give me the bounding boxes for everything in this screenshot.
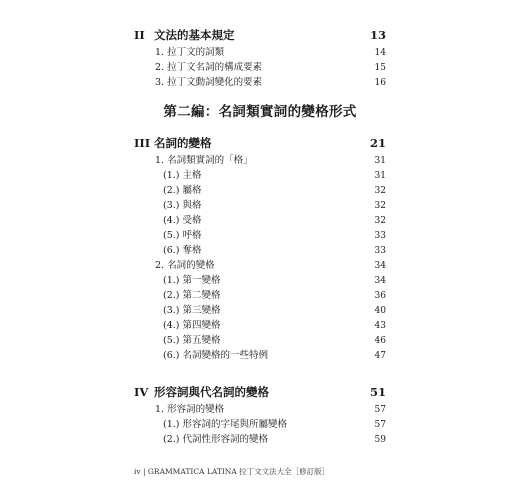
chapter-heading (134, 383, 386, 402)
page-number: 46 (374, 336, 386, 346)
page-number: 59 (374, 435, 386, 445)
chapter-title: 名詞的變格 (154, 136, 212, 150)
page-number: 33 (374, 231, 386, 241)
chapter-title: 文法的基本規定 (154, 28, 235, 42)
entry-label: 2. 名詞的變格 (155, 260, 215, 271)
toc-subentry (134, 303, 386, 318)
entry-label: (5.) 呼格 (163, 230, 202, 241)
toc-subentry (134, 348, 386, 363)
toc-subentry (134, 198, 386, 213)
entry-label: (1.) 第一變格 (163, 275, 221, 286)
entry-label: (1.) 主格 (163, 170, 202, 181)
entry-label: 3. 拉丁文動詞變化的要素 (155, 77, 263, 88)
chapter-heading (134, 134, 386, 153)
page-number: 32 (374, 201, 386, 211)
chapter-title: 形容詞與代名詞的變格 (154, 385, 269, 399)
table-of-contents (134, 26, 386, 447)
entry-label: (1.) 形容詞的字尾與所屬變格 (163, 419, 287, 430)
chapter-numeral: II (134, 28, 145, 42)
toc-subentry (134, 318, 386, 333)
toc-subentry (134, 333, 386, 348)
page-number: 31 (374, 171, 386, 181)
entry-label: (6.) 名詞變格的一些特例 (163, 350, 268, 361)
toc-subentry (134, 417, 386, 432)
entry-label: (2.) 屬格 (163, 185, 202, 196)
toc-subentry (134, 213, 386, 228)
entry-label: (3.) 第三變格 (163, 305, 221, 316)
page-number: 47 (374, 351, 386, 361)
toc-entry (134, 402, 386, 417)
page-number: 43 (374, 321, 386, 331)
page-number: 51 (369, 385, 386, 399)
chapter-numeral: III (134, 136, 151, 150)
page-number: 31 (374, 156, 386, 166)
page-number: 57 (374, 420, 386, 430)
entry-label: (4.) 第四變格 (163, 320, 221, 331)
entry-label: (6.) 奪格 (163, 245, 202, 256)
page-number: 34 (374, 276, 386, 286)
entry-label: 1. 名詞類實詞的「格」 (155, 155, 253, 166)
entry-label: (2.) 代詞性形容詞的變格 (163, 434, 268, 445)
page-number: 40 (374, 306, 386, 316)
entry-label: 2. 拉丁文名詞的構成要素 (155, 62, 263, 73)
page-number: 21 (369, 136, 386, 150)
page-number: 16 (374, 78, 386, 88)
page-number: 32 (374, 216, 386, 226)
entry-label: 1. 拉丁文的詞類 (155, 47, 225, 58)
toc-subentry (134, 228, 386, 243)
toc-subentry (134, 168, 386, 183)
page-number: 14 (374, 48, 386, 58)
chapter-heading (134, 26, 386, 45)
page-number: 36 (374, 291, 386, 301)
entry-label: (4.) 受格 (163, 215, 202, 226)
page-number: 33 (374, 246, 386, 256)
toc-subentry (134, 273, 386, 288)
toc-subentry (134, 288, 386, 303)
toc-entry (134, 75, 386, 90)
entry-label: 1. 形容詞的變格 (155, 404, 225, 415)
toc-subentry (134, 243, 386, 258)
part-heading: 第二編：名詞類實詞的變格形式 (163, 104, 357, 120)
page-footer: iv | GRAMMATICA LATINA 拉丁文文法大全［修訂版］ (134, 467, 330, 476)
chapter-numeral: IV (134, 385, 149, 399)
entry-label: (2.) 第二變格 (163, 290, 221, 301)
entry-label: (5.) 第五變格 (163, 335, 221, 346)
toc-entry (134, 153, 386, 168)
page-number: 13 (369, 28, 386, 42)
page-number: 32 (374, 186, 386, 196)
toc-entry (134, 45, 386, 60)
toc-subentry (134, 183, 386, 198)
toc-entry (134, 258, 386, 273)
toc-subentry (134, 432, 386, 447)
page-number: 15 (374, 63, 386, 73)
page-number: 34 (374, 261, 386, 271)
entry-label: (3.) 與格 (163, 200, 202, 211)
page-number: 57 (374, 405, 386, 415)
toc-entry (134, 60, 386, 75)
